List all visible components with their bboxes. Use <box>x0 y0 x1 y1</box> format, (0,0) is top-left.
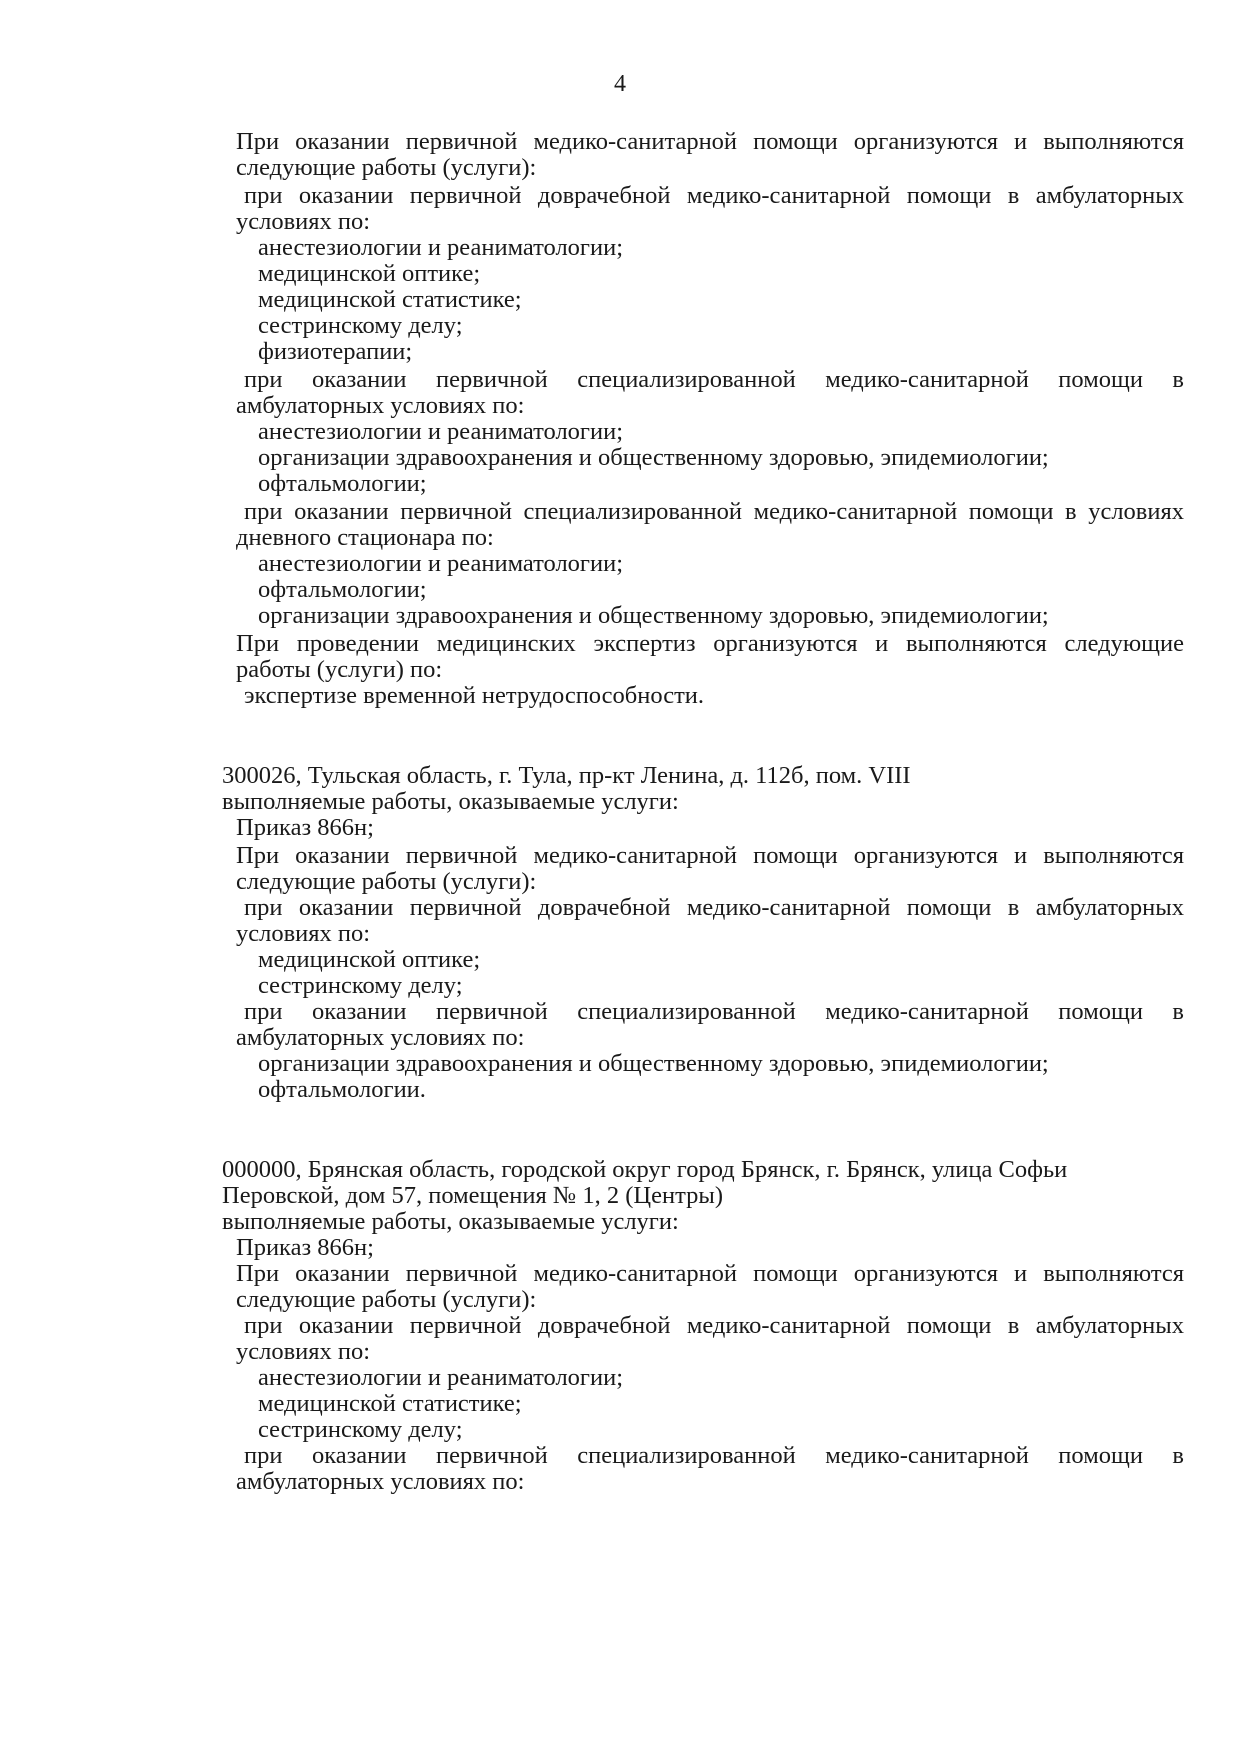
text-line: офтальмологии. <box>258 1076 426 1103</box>
text-line: сестринскому делу; <box>258 312 463 339</box>
text-line: при оказании первичной специализированной медико-санитарной помощи в <box>244 998 1184 1025</box>
text-line: условиях по: <box>236 920 371 947</box>
text-line: выполняемые работы, оказываемые услуги: <box>222 1208 679 1235</box>
text-line: амбулаторных условиях по: <box>236 392 525 419</box>
text-line: При проведении медицинских экспертиз организуются и выполняются следующие <box>236 630 1184 657</box>
text-line: 000000, Брянская область, городской округ город Брянск, г. Брянск, улица Софьи <box>222 1156 1068 1183</box>
text-line: амбулаторных условиях по: <box>236 1024 525 1051</box>
text-line: анестезиологии и реаниматологии; <box>258 418 624 445</box>
text-line: Приказ 866н; <box>236 814 374 841</box>
text-line: при оказании первичной доврачебной медико-санитарной помощи в амбулаторных <box>244 182 1184 209</box>
text-line: при оказании первичной специализированной медико-санитарной помощи в <box>244 366 1184 393</box>
text-line: организации здравоохранения и общественному здоровью, эпидемиологии; <box>258 602 1049 629</box>
text-line: медицинской оптике; <box>258 946 481 973</box>
text-line: Приказ 866н; <box>236 1234 374 1261</box>
text-line: условиях по: <box>236 208 371 235</box>
text-line: экспертизе временной нетрудоспособности. <box>244 682 705 709</box>
text-line: анестезиологии и реаниматологии; <box>258 234 624 261</box>
text-line: при оказании первичной доврачебной медико-санитарной помощи в амбулаторных <box>244 894 1184 921</box>
text-line: сестринскому делу; <box>258 972 463 999</box>
text-line: организации здравоохранения и общественному здоровью, эпидемиологии; <box>258 1050 1049 1077</box>
text-line: физиотерапии; <box>258 338 413 365</box>
text-line: медицинской оптике; <box>258 260 481 287</box>
text-line: 300026, Тульская область, г. Тула, пр-кт Ленина, д. 112б, пом. VIII <box>222 762 911 789</box>
text-line: условиях по: <box>236 1338 371 1365</box>
text-line: дневного стационара по: <box>236 524 494 551</box>
text-line: При оказании первичной медико-санитарной помощи организуются и выполняются <box>236 128 1184 155</box>
text-line: При оказании первичной медико-санитарной помощи организуются и выполняются <box>236 1260 1184 1287</box>
text-line: при оказании первичной специализированной медико-санитарной помощи в условиях <box>244 498 1184 525</box>
text-line: следующие работы (услуги): <box>236 868 537 895</box>
text-line: организации здравоохранения и общественному здоровью, эпидемиологии; <box>258 444 1049 471</box>
page-number: 4 <box>614 71 626 97</box>
text-line: при оказании первичной специализированной медико-санитарной помощи в <box>244 1442 1184 1469</box>
text-line: выполняемые работы, оказываемые услуги: <box>222 788 679 815</box>
text-line: сестринскому делу; <box>258 1416 463 1443</box>
text-line: анестезиологии и реаниматологии; <box>258 550 624 577</box>
text-line: При оказании первичной медико-санитарной помощи организуются и выполняются <box>236 842 1184 869</box>
text-line: медицинской статистике; <box>258 1390 522 1417</box>
text-line: анестезиологии и реаниматологии; <box>258 1364 624 1391</box>
text-line: следующие работы (услуги): <box>236 1286 537 1313</box>
text-line: следующие работы (услуги): <box>236 154 537 181</box>
text-line: офтальмологии; <box>258 470 427 497</box>
text-line: Перовской, дом 57, помещения № 1, 2 (Центры) <box>222 1182 723 1209</box>
text-line: амбулаторных условиях по: <box>236 1468 525 1495</box>
text-line: медицинской статистике; <box>258 286 522 313</box>
text-line: работы (услуги) по: <box>236 656 443 683</box>
text-line: при оказании первичной доврачебной медико-санитарной помощи в амбулаторных <box>244 1312 1184 1339</box>
text-line: офтальмологии; <box>258 576 427 603</box>
